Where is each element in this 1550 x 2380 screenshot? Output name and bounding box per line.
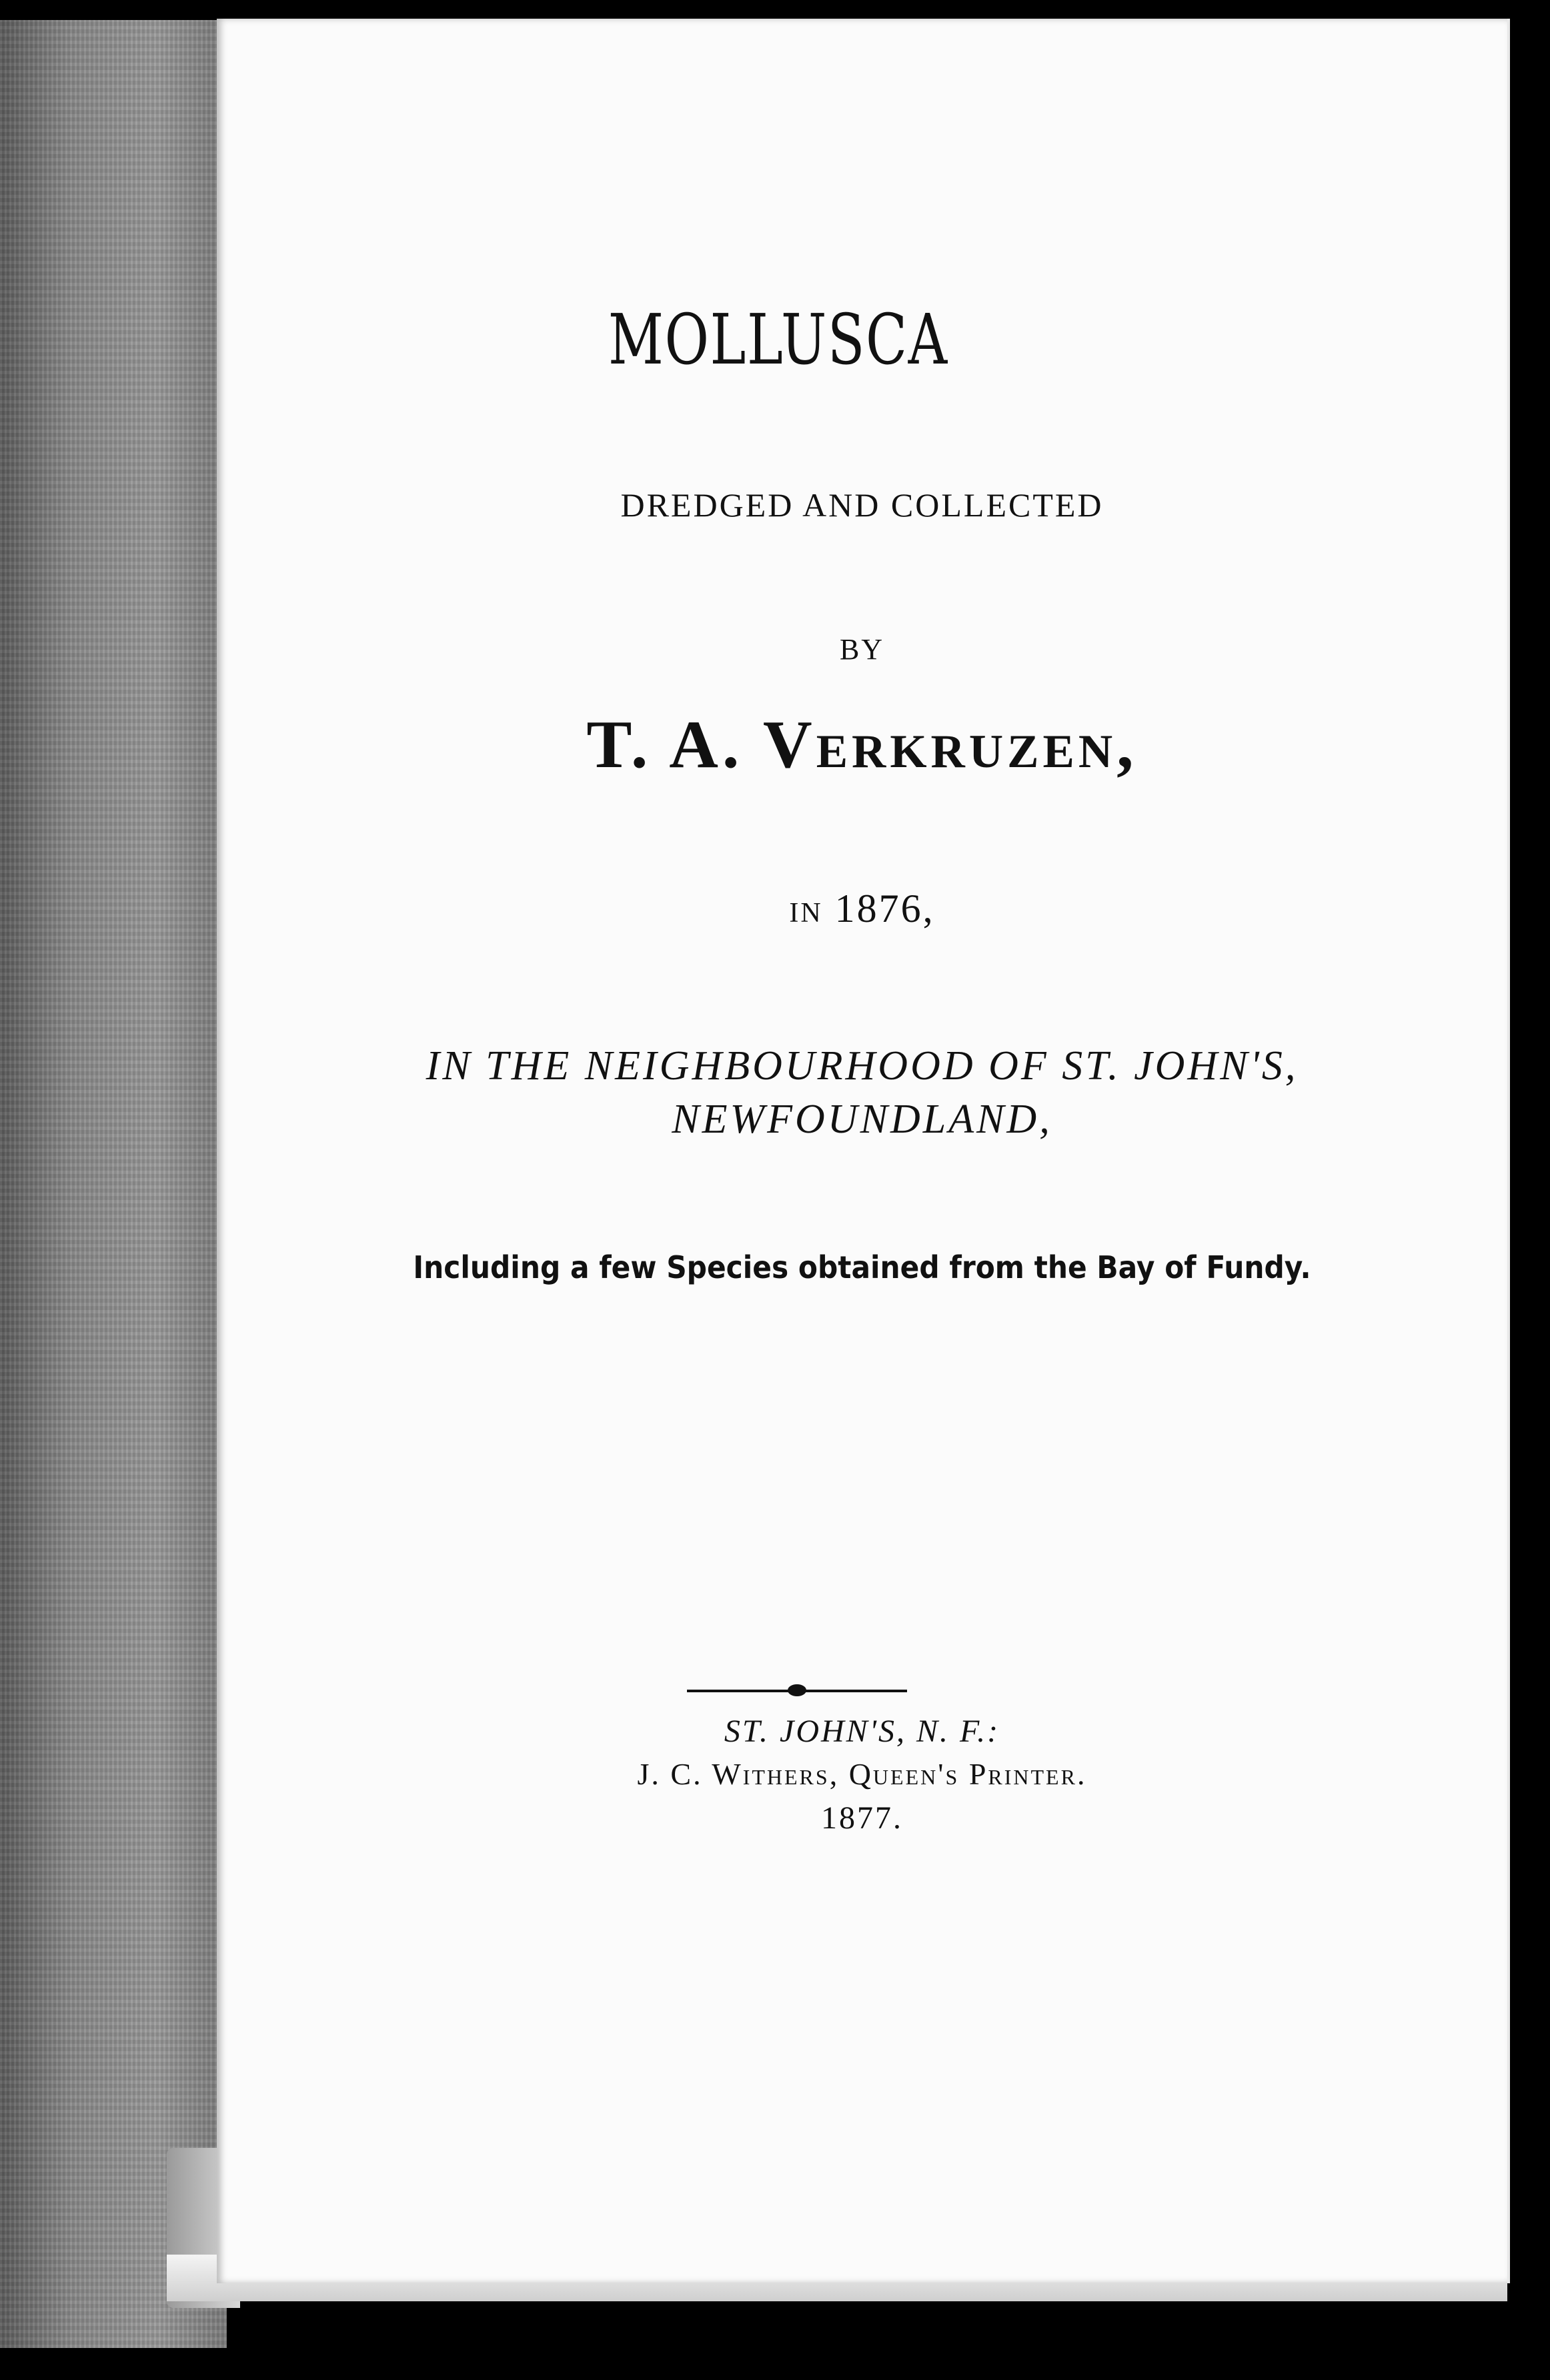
imprint-printer: J. C. Withers, Queen's Printer.: [637, 1757, 1087, 1791]
page-title: MOLLUSCA: [608, 299, 948, 380]
location-line-2: NEWFOUNDLAND,: [672, 1097, 1052, 1142]
title-page: [217, 19, 1510, 2283]
imprint-city: ST. JOHN'S, N. F.:: [724, 1714, 1000, 1749]
collection-year: in 1876,: [789, 886, 935, 931]
by-line: BY: [839, 633, 885, 666]
location-line-1: IN THE NEIGHBOURHOOD OF ST. JOHN'S,: [426, 1043, 1299, 1089]
including-note: Including a few Species obtained from the Bay of Fundy.: [413, 1249, 1311, 1285]
ornamental-rule-center: [788, 1684, 806, 1696]
subtitle: DREDGED AND COLLECTED: [620, 486, 1104, 524]
imprint-year: 1877.: [821, 1800, 903, 1836]
author-name: T. A. Verkruzen,: [586, 707, 1138, 782]
